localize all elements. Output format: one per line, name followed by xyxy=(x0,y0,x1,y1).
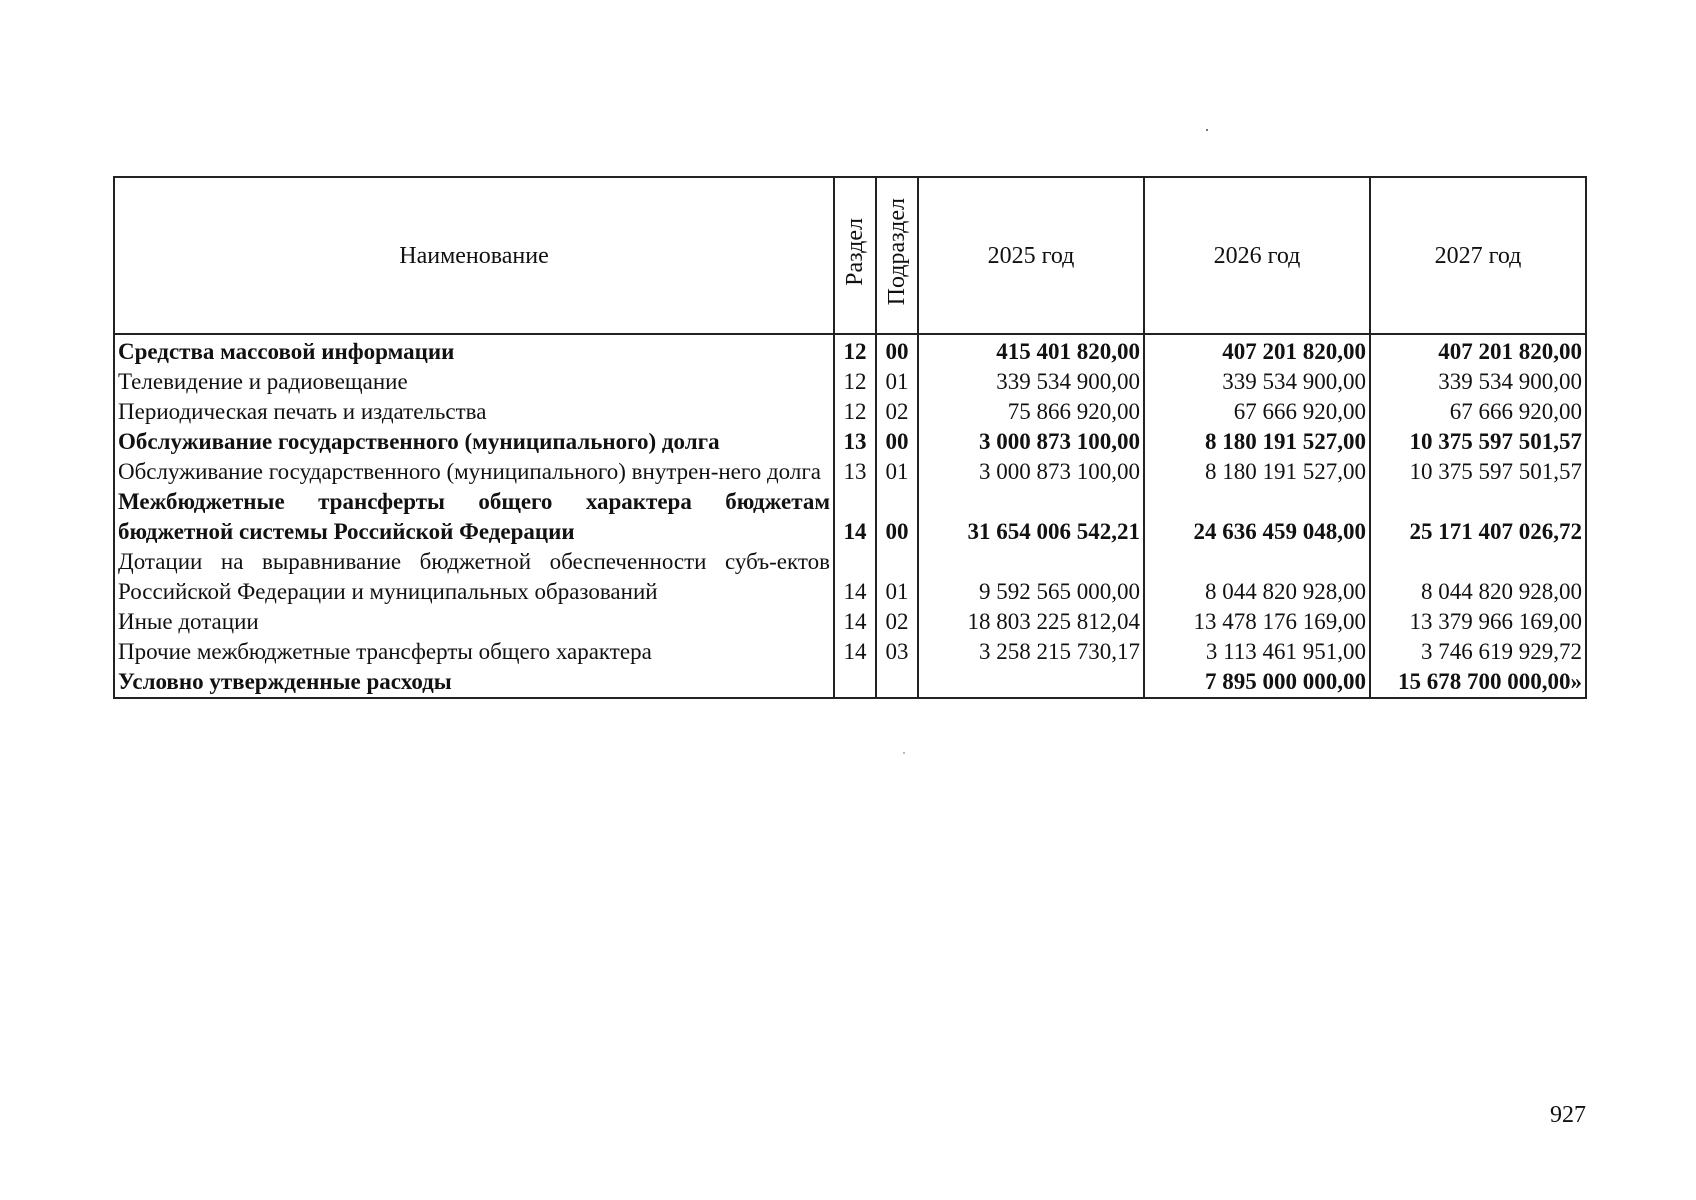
row-subsection xyxy=(876,667,918,698)
row-value-2025: 3 258 215 730,17 xyxy=(918,637,1144,667)
row-section: 12 xyxy=(834,397,876,427)
row-value-2026: 67 666 920,00 xyxy=(1144,397,1370,427)
row-value-2027: 25 171 407 026,72 xyxy=(1370,487,1586,547)
table-row xyxy=(114,334,1586,367)
table-row xyxy=(114,457,1586,487)
row-value-2027: 407 201 820,00 xyxy=(1370,334,1586,367)
table-row xyxy=(114,547,1586,607)
row-value-2025 xyxy=(918,667,1144,698)
table-body xyxy=(114,334,1586,698)
row-name-cell xyxy=(114,487,834,547)
row-section: 14 xyxy=(834,637,876,667)
table-row xyxy=(114,397,1586,427)
row-value-2026: 13 478 176 169,00 xyxy=(1144,607,1370,637)
row-section: 12 xyxy=(834,367,876,397)
row-subsection: 00 xyxy=(876,334,918,367)
table-header-row xyxy=(114,177,1586,334)
row-subsection: 02 xyxy=(876,607,918,637)
row-value-2027: 8 044 820 928,00 xyxy=(1370,547,1586,607)
row-name: Прочие межбюджетные трансферты общего характера xyxy=(114,637,834,667)
row-value-2027: 67 666 920,00 xyxy=(1370,397,1586,427)
row-value-2025: 415 401 820,00 xyxy=(918,334,1144,367)
page-number: 927 xyxy=(1550,1102,1586,1128)
table-row xyxy=(114,607,1586,637)
row-value-2026: 339 534 900,00 xyxy=(1144,367,1370,397)
row-name: Иные дотации xyxy=(114,607,834,637)
row-value-2025: 9 592 565 000,00 xyxy=(918,547,1144,607)
row-value-2025: 75 866 920,00 xyxy=(918,397,1144,427)
row-value-2026: 407 201 820,00 xyxy=(1144,334,1370,367)
row-value-2026: 8 044 820 928,00 xyxy=(1144,547,1370,607)
budget-table xyxy=(113,176,1587,699)
table-row xyxy=(114,637,1586,667)
row-value-2027: 3 746 619 929,72 xyxy=(1370,637,1586,667)
row-name: Периодическая печать и издательства xyxy=(114,397,834,427)
row-name: Телевидение и радиовещание xyxy=(114,367,834,397)
row-value-2026: 8 180 191 527,00 xyxy=(1144,427,1370,457)
row-section: 13 xyxy=(834,427,876,457)
row-subsection: 01 xyxy=(876,547,918,607)
row-name: Обслуживание государственного (муниципального) долга xyxy=(114,427,834,457)
row-subsection: 02 xyxy=(876,397,918,427)
row-subsection: 01 xyxy=(876,457,918,487)
row-section: 13 xyxy=(834,457,876,487)
table-row xyxy=(114,487,1586,547)
row-value-2027: 339 534 900,00 xyxy=(1370,367,1586,397)
scan-speck xyxy=(903,752,905,754)
row-subsection: 00 xyxy=(876,427,918,457)
row-value-2025: 3 000 873 100,00 xyxy=(918,457,1144,487)
row-value-2027: 15 678 700 000,00» xyxy=(1370,667,1586,698)
row-value-2025: 31 654 006 542,21 xyxy=(918,487,1144,547)
row-name-cell xyxy=(114,457,834,487)
header-name: Наименование xyxy=(114,177,834,334)
row-subsection: 03 xyxy=(876,637,918,667)
header-section-label: Раздел xyxy=(842,217,868,286)
row-name: Межбюджетные трансферты общего характера бюджетам бюджетной системы Российской Федерации xyxy=(118,489,830,544)
header-2026: 2026 год xyxy=(1144,177,1370,334)
header-2025: 2025 год xyxy=(918,177,1144,334)
header-section xyxy=(834,177,876,334)
row-section: 14 xyxy=(834,487,876,547)
table-row xyxy=(114,367,1586,397)
row-value-2025: 339 534 900,00 xyxy=(918,367,1144,397)
row-name: Дотации на выравнивание бюджетной обеспеченности субъ-ектов Российской Федерации и муниципальных образований xyxy=(118,549,830,604)
row-subsection: 00 xyxy=(876,487,918,547)
row-section xyxy=(834,667,876,698)
row-value-2027: 10 375 597 501,57 xyxy=(1370,427,1586,457)
header-2027: 2027 год xyxy=(1370,177,1586,334)
scan-speck xyxy=(1206,129,1208,131)
row-value-2025: 18 803 225 812,04 xyxy=(918,607,1144,637)
row-name: Условно утвержденные расходы xyxy=(114,667,834,698)
table-row xyxy=(114,427,1586,457)
row-value-2025: 3 000 873 100,00 xyxy=(918,427,1144,457)
row-value-2026: 3 113 461 951,00 xyxy=(1144,637,1370,667)
row-value-2027: 10 375 597 501,57 xyxy=(1370,457,1586,487)
row-value-2026: 24 636 459 048,00 xyxy=(1144,487,1370,547)
row-subsection: 01 xyxy=(876,367,918,397)
header-subsection-label: Подраздел xyxy=(884,197,910,306)
row-section: 14 xyxy=(834,547,876,607)
row-section: 14 xyxy=(834,607,876,637)
row-name: Обслуживание государственного (муниципального) внутрен-него долга xyxy=(118,459,821,484)
header-subsection xyxy=(876,177,918,334)
row-name-cell xyxy=(114,547,834,607)
row-value-2026: 8 180 191 527,00 xyxy=(1144,457,1370,487)
row-value-2026: 7 895 000 000,00 xyxy=(1144,667,1370,698)
table-row xyxy=(114,667,1586,698)
row-name: Средства массовой информации xyxy=(114,334,834,367)
row-value-2027: 13 379 966 169,00 xyxy=(1370,607,1586,637)
row-section: 12 xyxy=(834,334,876,367)
